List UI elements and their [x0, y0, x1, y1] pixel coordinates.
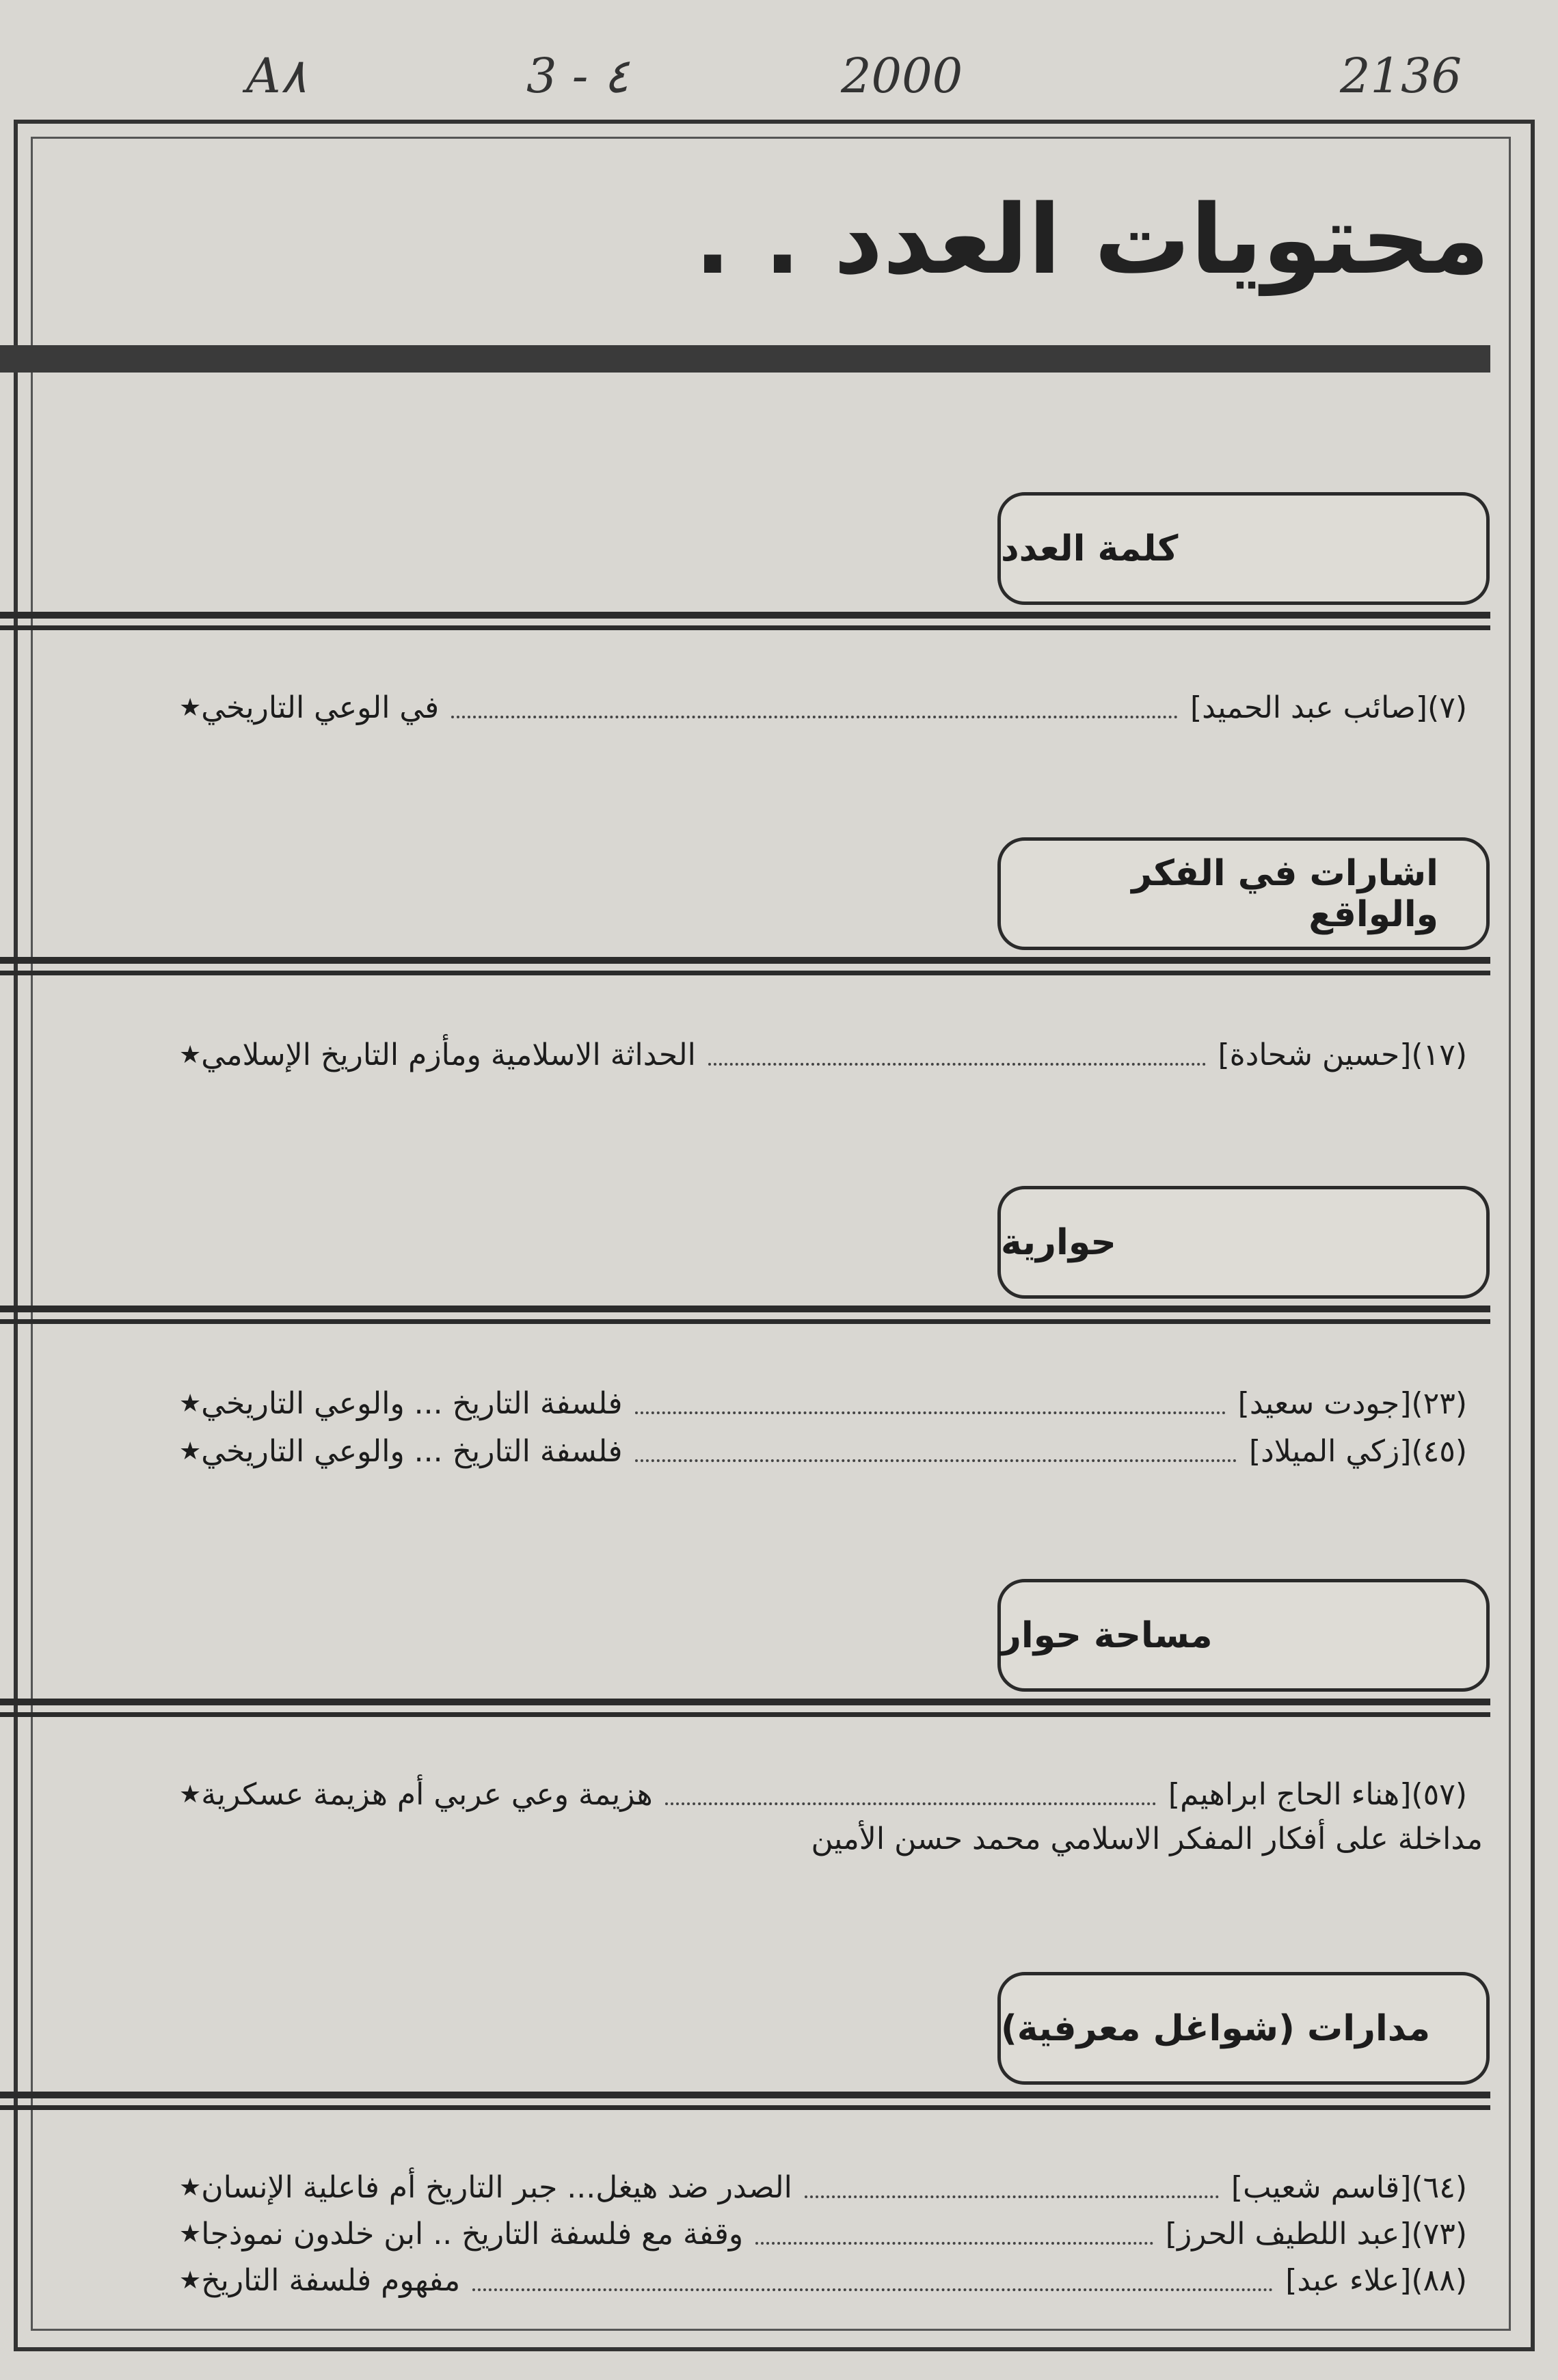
entry-author: [عبد اللطيف الحرز] — [1165, 2216, 1412, 2251]
section-divider-3 — [0, 1306, 1490, 1327]
toc-entry[interactable] — [171, 1379, 1483, 1427]
handwritten-annotation-1: A٨ — [246, 48, 307, 104]
entry-title: في الوعي التاريخي — [201, 690, 440, 725]
entry-page: (٤٥) — [1411, 1433, 1467, 1469]
entry-title: فلسفة التاريخ ... والوعي التاريخي — [201, 1385, 623, 1421]
entry-title: وقفة مع فلسفة التاريخ .. ابن خلدون نموذجا — [201, 2216, 744, 2251]
section-divider-5 — [0, 2092, 1490, 2113]
bullet-star-icon: ★ — [179, 2219, 202, 2248]
entry-author: [زكي الميلاد] — [1249, 1433, 1412, 1469]
toc-entry[interactable] — [171, 1770, 1483, 1818]
bullet-star-icon: ★ — [179, 1040, 202, 1069]
dot-leader — [755, 2242, 1153, 2245]
entry-title: مفهوم فلسفة التاريخ — [201, 2262, 461, 2298]
bullet-star-icon: ★ — [179, 1389, 202, 1418]
section-divider-4 — [0, 1699, 1490, 1720]
toc-entry[interactable] — [171, 1427, 1483, 1475]
section-divider-1 — [0, 612, 1490, 634]
toc-entry[interactable] — [171, 2210, 1483, 2258]
section-heading-4: مساحة حوار — [997, 1579, 1490, 1692]
bullet-star-icon: ★ — [179, 1437, 202, 1465]
bullet-star-icon: ★ — [179, 2266, 202, 2295]
entry-page: (٥٧) — [1411, 1776, 1467, 1812]
entry-title: فلسفة التاريخ ... والوعي التاريخي — [201, 1433, 623, 1469]
title-divider — [0, 345, 1490, 373]
entry-title: هزيمة وعي عربي أم هزيمة عسكرية — [201, 1776, 653, 1812]
toc-entry[interactable] — [171, 2256, 1483, 2304]
dot-leader — [665, 1802, 1156, 1805]
dot-leader — [708, 1063, 1206, 1066]
entry-title: الحداثة الاسلامية ومأزم التاريخ الإسلامي — [201, 1037, 696, 1072]
section-heading-1: كلمة العدد — [997, 492, 1490, 605]
entry-page: (١٧) — [1411, 1037, 1467, 1072]
dot-leader — [635, 1411, 1226, 1414]
entry-author: [علاء عبد] — [1285, 2262, 1412, 2298]
toc-entry[interactable] — [171, 1031, 1483, 1079]
dot-leader — [472, 2288, 1273, 2291]
handwritten-annotation-3: 2000 — [841, 48, 963, 104]
entry-author: [حسين شحادة] — [1218, 1037, 1412, 1072]
bullet-star-icon: ★ — [179, 1780, 202, 1809]
entry-author: [صائب عبد الحميد] — [1190, 690, 1428, 725]
toc-entry[interactable] — [171, 684, 1483, 731]
section-heading-5: مدارات (شواغل معرفية) — [997, 1972, 1490, 2085]
entry-page: (٧) — [1427, 690, 1467, 725]
section-heading-3: حوارية — [997, 1186, 1490, 1299]
toc-entry[interactable] — [171, 2163, 1483, 2211]
bullet-star-icon: ★ — [179, 693, 202, 722]
handwritten-annotation-2: 3 - ٤ — [526, 48, 630, 104]
entry-title: الصدر ضد هيغل... جبر التاريخ أم فاعلية الإنسان — [201, 2169, 792, 2205]
entry-author: [قاسم شعيب] — [1231, 2169, 1412, 2205]
handwritten-annotation-4: 2136 — [1340, 48, 1462, 104]
section-heading-2: اشارات في الفكر والواقع — [997, 837, 1490, 950]
page-title: محتويات العدد . . — [694, 185, 1490, 296]
entry-author: [جودت سعيد] — [1237, 1385, 1412, 1421]
entry-page: (٦٤) — [1411, 2169, 1467, 2205]
dot-leader — [451, 716, 1178, 718]
dot-leader — [805, 2195, 1219, 2198]
entry-page: (٢٣) — [1411, 1385, 1467, 1421]
entry-page: (٧٣) — [1411, 2216, 1467, 2251]
entry-note: مداخلة على أفكار المفكر الاسلامي محمد حسن الأمين — [811, 1822, 1483, 1856]
entry-author: [هناء الحاج ابراهيم] — [1168, 1776, 1412, 1812]
section-divider-2 — [0, 957, 1490, 979]
bullet-star-icon: ★ — [179, 2173, 202, 2202]
entry-page: (٨٨) — [1411, 2262, 1467, 2298]
dot-leader — [635, 1459, 1237, 1462]
